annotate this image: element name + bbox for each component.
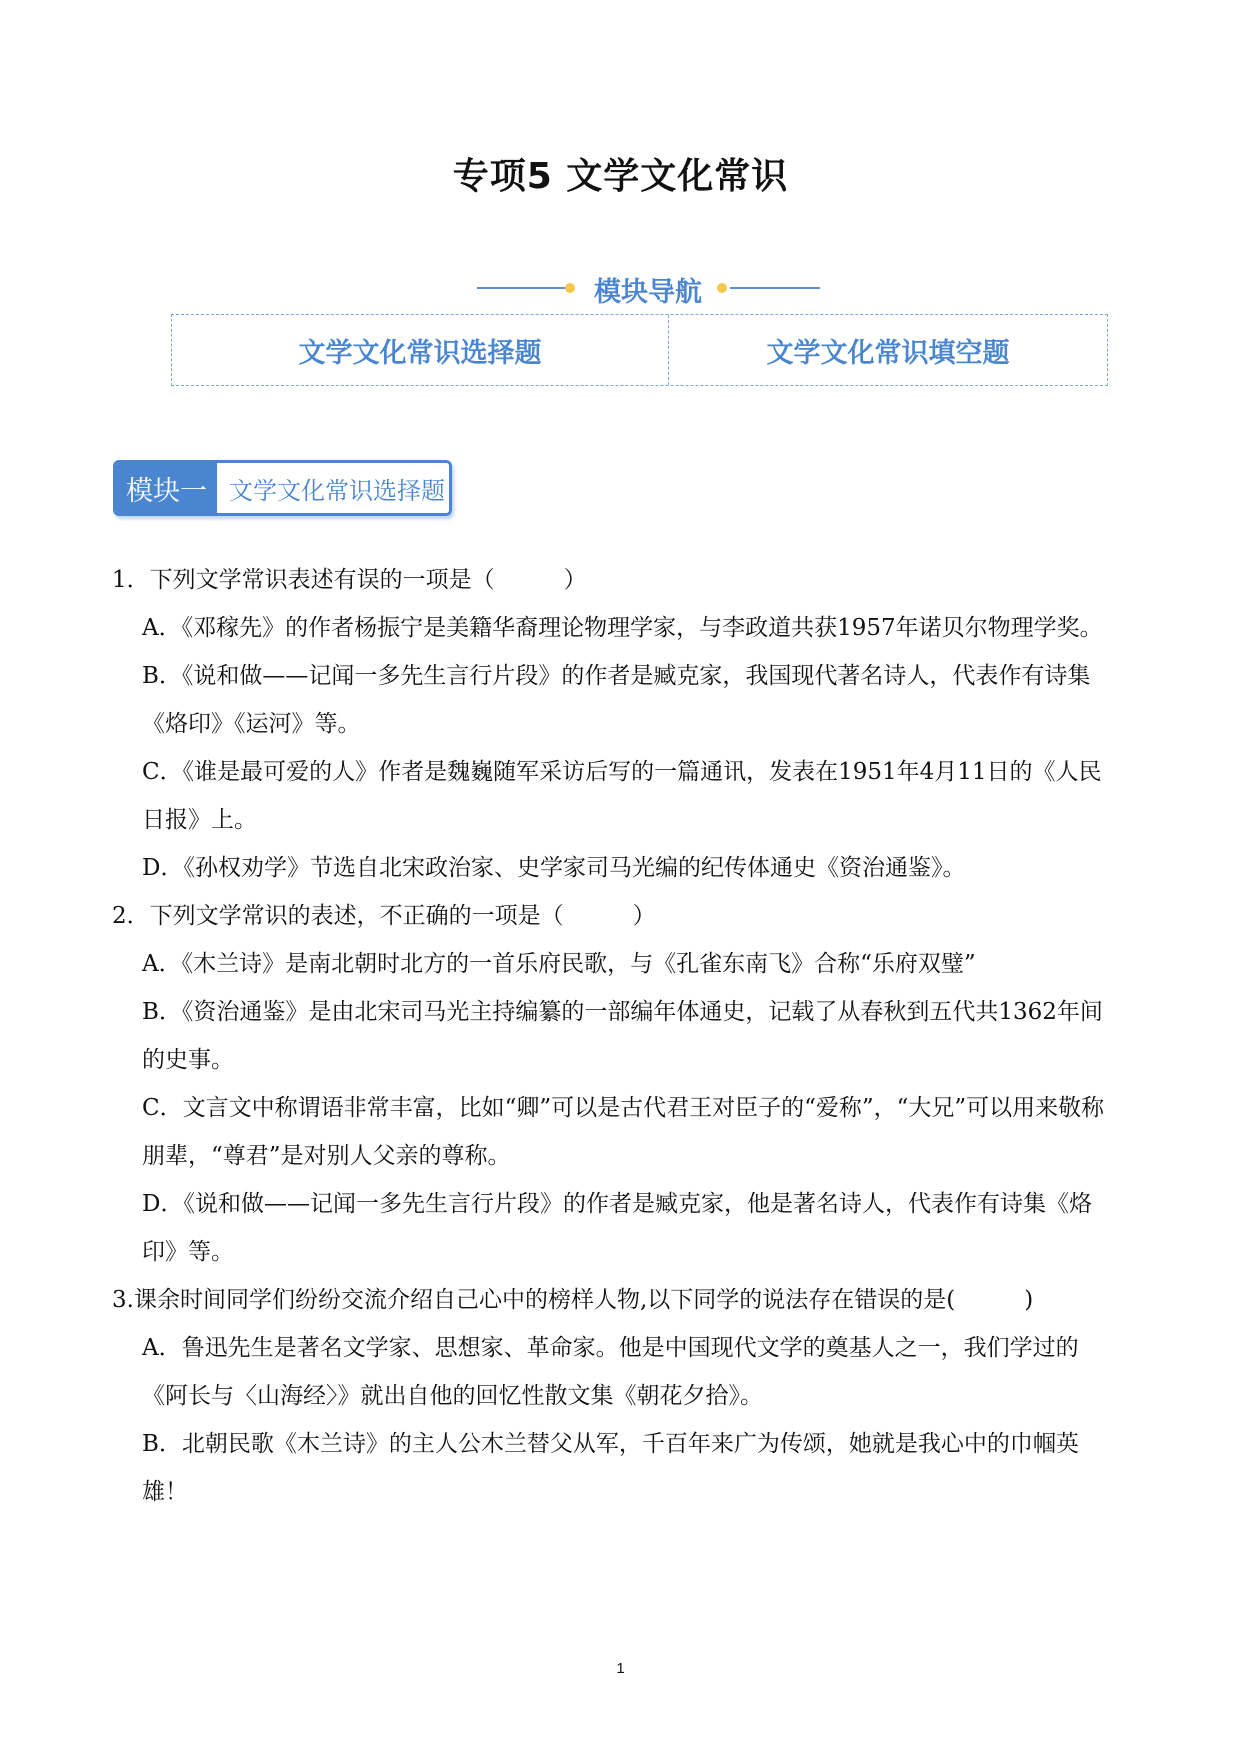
question-stem: 2．下列文学常识的表述，不正确的一项是（ ） [112, 903, 656, 929]
question-option: B．《资治通鉴》是由北宋司马光主持编纂的一部编年体通史，记载了从春秋到五代共1362年间的史事。 [142, 999, 1103, 1073]
question-option: A．《邓稼先》的作者杨振宁是美籍华裔理论物理学家，与李政道共获1957年诺贝尔物理学奖。 [142, 615, 1103, 641]
nav-divider-left [477, 287, 569, 289]
question-option: A．鲁迅先生是著名文学家、思想家、革命家。他是中国现代文学的奠基人之一，我们学过的《阿长与〈山海经〉》就出自他的回忆性散文集《朝花夕拾》。 [142, 1335, 1079, 1409]
question-option: C．《谁是最可爱的人》作者是魏巍随军采访后写的一篇通讯，发表在1951年4月11日的《人民日报》上。 [142, 759, 1102, 833]
question-list [112, 556, 1122, 1516]
question-option: C．文言文中称谓语非常丰富，比如“卿”可以是古代君王对臣子的“爱称”，“大兄”可以用来敬称朋辈，“尊君”是对别人父亲的尊称。 [142, 1095, 1105, 1169]
module-nav-label: 模块导航 [594, 277, 702, 308]
nav-dot-left [565, 283, 575, 293]
nav-item-fill[interactable]: 文学文化常识填空题 [766, 337, 1010, 369]
nav-divider-right [730, 287, 820, 289]
nav-dot-right [717, 283, 727, 293]
question-stem: 1．下列文学常识表述有误的一项是（ ） [112, 567, 587, 593]
module-tag [113, 460, 452, 516]
question-stem: 3.课余时间同学们纷纷交流介绍自己心中的榜样人物,以下同学的说法存在错误的是( ) [112, 1287, 1034, 1313]
module-name: 文学文化常识选择题 [217, 463, 449, 513]
module-nav-header [477, 268, 817, 308]
module-nav-box [171, 314, 1108, 386]
question-option: D．《说和做——记闻一多先生言行片段》的作者是臧克家，他是著名诗人，代表作有诗集《烙印》等。 [142, 1191, 1092, 1265]
question-option: B．《说和做——记闻一多先生言行片段》的作者是臧克家，我国现代著名诗人，代表作有诗集《烙印》《运河》等。 [142, 663, 1091, 737]
question-option: D．《孙权劝学》节选自北宋政治家、史学家司马光编的纪传体通史《资治通鉴》。 [142, 855, 966, 881]
question-option: B．北朝民歌《木兰诗》的主人公木兰替父从军，千百年来广为传颂，她就是我心中的巾帼英雄！ [142, 1431, 1079, 1505]
question-option: A．《木兰诗》是南北朝时北方的一首乐府民歌，与《孔雀东南飞》合称“乐府双璧” [142, 951, 976, 977]
page-title: 专项5 文学文化常识 [452, 156, 789, 197]
page-number: 1 [616, 1660, 625, 1677]
module-number: 模块一 [116, 463, 217, 513]
nav-item-choice[interactable]: 文学文化常识选择题 [172, 315, 669, 385]
